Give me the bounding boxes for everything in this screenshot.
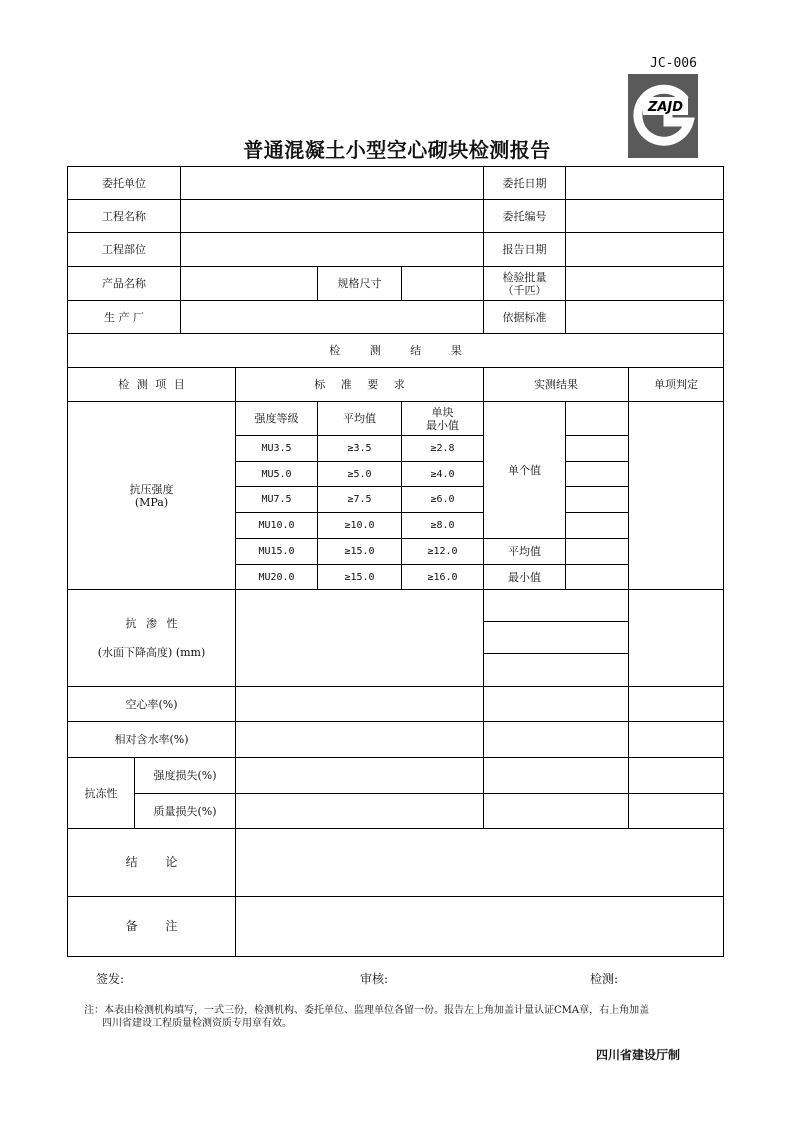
col-judgement-header: 单项判定 — [654, 378, 698, 391]
manufacturer-field[interactable] — [181, 301, 483, 333]
product-name-label: 产品名称 — [102, 277, 146, 290]
seepage-result-field[interactable] — [484, 590, 628, 621]
single-value-field[interactable] — [566, 462, 628, 486]
strength-unit: (MPa) — [134, 495, 169, 509]
review-signature-label: 审核: — [360, 972, 389, 986]
average-value-label: 平均值 — [508, 545, 541, 558]
min-req-cell: ≥2.8 — [430, 443, 455, 454]
frost-label: 抗冻性 — [84, 786, 118, 800]
report-title: 普通混凝土小型空心砌块检测报告 — [243, 138, 551, 162]
mass-loss-requirement-field[interactable] — [236, 794, 483, 828]
footnote — [84, 1004, 649, 1030]
document-code: JC-006 — [650, 56, 697, 71]
avg-req-cell: ≥3.5 — [347, 443, 372, 454]
seepage-requirement-field[interactable] — [236, 590, 483, 686]
conclusion-label: 结 论 — [125, 855, 178, 869]
minimum-value-field[interactable] — [566, 565, 628, 589]
project-name-field[interactable] — [181, 200, 483, 232]
col-measured-header: 实测结果 — [534, 378, 578, 391]
col-avg-header: 平均值 — [343, 412, 376, 425]
seepage-result-field[interactable] — [484, 654, 628, 686]
strength-label — [68, 402, 235, 589]
min-req-cell: ≥6.0 — [430, 494, 455, 505]
results-section-title: 检 测 结 果 — [329, 344, 462, 357]
product-name-field[interactable] — [181, 267, 317, 300]
project-part-field[interactable] — [181, 233, 483, 266]
commission-date-label: 委托日期 — [502, 176, 547, 190]
strength-loss-result-field[interactable] — [484, 758, 628, 793]
void-ratio-result-field[interactable] — [484, 687, 628, 721]
commission-date-field[interactable] — [566, 167, 723, 199]
single-value-field[interactable] — [566, 487, 628, 512]
client-unit-label: 委托单位 — [102, 176, 146, 190]
batch-field[interactable] — [566, 267, 723, 300]
moisture-result-field[interactable] — [484, 722, 628, 757]
remarks-label: 备 注 — [125, 919, 178, 933]
average-value-field[interactable] — [566, 539, 628, 564]
avg-req-cell: ≥15.0 — [344, 546, 375, 557]
standard-field[interactable] — [566, 301, 723, 333]
footnote-line2: 四川省建设工程质量检测资质专用章有效。 — [102, 1018, 292, 1029]
grade-cell: MU20.0 — [258, 571, 295, 583]
min-req-cell: ≥4.0 — [430, 468, 455, 480]
project-part-label: 工程部位 — [102, 243, 146, 256]
single-value-field[interactable] — [566, 402, 628, 435]
seepage-result-field[interactable] — [484, 622, 628, 653]
single-value-field[interactable] — [566, 436, 628, 461]
avg-req-cell: ≥7.5 — [347, 494, 372, 505]
commission-no-label: 委托编号 — [502, 209, 547, 223]
test-signature-label: 检测: — [590, 972, 619, 986]
issue-signature-label: 签发: — [96, 972, 125, 986]
conclusion-field[interactable] — [236, 829, 723, 896]
strength-label-text: 抗压强度 — [129, 482, 174, 496]
report-date-label: 报告日期 — [502, 243, 547, 256]
logo-text: ZAJD — [647, 100, 684, 115]
grade-cell: MU5.0 — [261, 468, 292, 480]
avg-req-cell: ≥15.0 — [344, 571, 375, 583]
spec-size-label: 规格尺寸 — [337, 277, 382, 290]
commission-no-field[interactable] — [566, 200, 723, 232]
moisture-judgement-field[interactable] — [629, 722, 723, 757]
mass-loss-label: 质量损失(%) — [153, 804, 217, 818]
col-grade-header: 强度等级 — [254, 412, 299, 425]
standard-label: 依据标准 — [502, 310, 547, 324]
batch-label-line1: 检验批量 — [502, 270, 547, 284]
seepage-judgement-field[interactable] — [629, 590, 723, 686]
mass-loss-judgement-field[interactable] — [629, 794, 723, 828]
single-value-field[interactable] — [566, 513, 628, 538]
spec-size-field[interactable] — [402, 267, 483, 300]
footnote-line1: 注：本表由检测机构填写，一式三份，检测机构、委托单位、监理单位各留一份。报告左上角加盖计量认证CMA章，右上角加盖 — [84, 1005, 650, 1016]
client-unit-field[interactable] — [181, 167, 483, 199]
strength-judgement-field[interactable] — [629, 402, 723, 589]
grade-cell: MU15.0 — [258, 546, 295, 557]
avg-req-cell: ≥5.0 — [347, 468, 372, 480]
min-req-cell: ≥12.0 — [427, 546, 458, 557]
strength-loss-label: 强度损失(%) — [153, 769, 217, 782]
minimum-value-label: 最小值 — [508, 570, 541, 584]
void-ratio-judgement-field[interactable] — [629, 687, 723, 721]
avg-req-cell: ≥10.0 — [344, 520, 375, 531]
col-requirement-header: 标 准 要 求 — [314, 378, 405, 391]
col-min-header — [402, 402, 483, 435]
mass-loss-result-field[interactable] — [484, 794, 628, 828]
col-min-header-line2: 最小值 — [426, 418, 459, 432]
void-ratio-label: 空心率(%) — [125, 697, 178, 711]
min-req-cell: ≥16.0 — [427, 571, 458, 583]
moisture-requirement-field[interactable] — [236, 722, 483, 757]
batch-label — [484, 267, 565, 300]
col-min-header-line1: 单块 — [431, 405, 454, 419]
issuer-footer: 四川省建设厅制 — [596, 1048, 681, 1062]
void-ratio-requirement-field[interactable] — [236, 687, 483, 721]
seepage-label-text: 抗 渗 性 — [125, 617, 178, 630]
single-value-label: 单个值 — [508, 463, 541, 477]
remarks-field[interactable] — [236, 897, 723, 956]
seepage-sublabel: (水面下降高度) (mm) — [97, 646, 206, 659]
strength-loss-requirement-field[interactable] — [236, 758, 483, 793]
moisture-label: 相对含水率(%) — [114, 733, 189, 746]
strength-loss-judgement-field[interactable] — [629, 758, 723, 793]
project-name-label: 工程名称 — [102, 209, 146, 223]
min-req-cell: ≥8.0 — [430, 520, 455, 531]
grade-cell: MU3.5 — [261, 443, 292, 454]
batch-label-line2: （千匹） — [502, 283, 547, 297]
col-item-header: 检 测 项 目 — [118, 378, 185, 391]
grade-cell: MU7.5 — [261, 494, 292, 505]
grade-cell: MU10.0 — [258, 520, 295, 531]
manufacturer-label: 生 产 厂 — [104, 310, 144, 324]
seepage-label — [68, 590, 235, 686]
report-date-field[interactable] — [566, 233, 723, 266]
